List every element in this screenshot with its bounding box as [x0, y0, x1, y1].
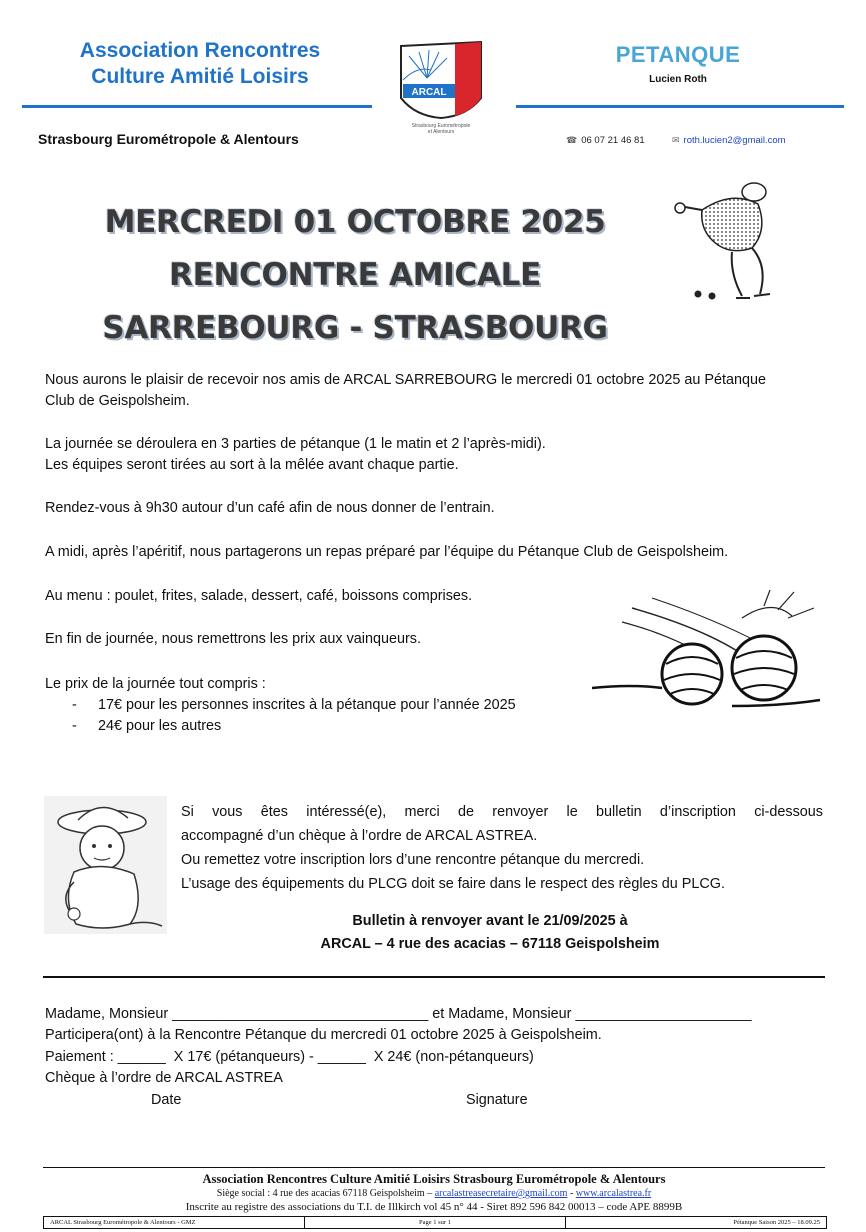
page-title [40, 196, 670, 355]
interest-line2: accompagné d’un chèque à l’ordre de ARCAL ASTREA. [181, 828, 538, 844]
player-with-hat-illustration [44, 796, 167, 934]
schedule-paragraph [45, 434, 835, 476]
mail-icon: ✉ [672, 135, 680, 145]
header-rule-left [22, 105, 372, 108]
logo-text: ARCAL [411, 87, 447, 98]
footer-cell-right: Pétanque Saison 2025 – 18.09.25 [733, 1219, 820, 1226]
association-subtitle: Strasbourg Eurométropole & Alentours [38, 131, 299, 147]
bullet-dash: - [72, 718, 77, 734]
interest-line3: Ou remettez votre inscription lors d’une rencontre pétanque du mercredi. [181, 852, 645, 868]
logo-caption-2: et Alentours [427, 129, 455, 135]
association-title-line1: Association Rencontres [79, 39, 321, 62]
association-title [40, 38, 360, 90]
interest-line1: Si vous êtes intéressé(e), merci de renvoyer le bulletin d’inscription ci-dessous [181, 804, 823, 820]
header-rule-right [516, 105, 844, 108]
footer-table [43, 1216, 827, 1229]
form-participation-line: Participera(ont) à la Rencontre Pétanque du mercredi 01 octobre 2025 à Geispolsheim. [45, 1027, 602, 1043]
section-title: PETANQUE [615, 42, 741, 67]
price-item-2-text: 24€ pour les autres [98, 718, 222, 734]
form-payment-line[interactable]: Paiement : ______ X 17€ (pétanqueurs) - ______ X 24€ (non-pétanqueurs) [45, 1049, 534, 1065]
phone-icon: ☎ [566, 135, 578, 145]
phone-number: 06 07 21 46 81 [581, 135, 645, 146]
bullet-dash: - [72, 697, 77, 713]
registration-info [181, 800, 823, 896]
form-names-line[interactable]: Madame, Monsieur ________________________________ et Madame, Monsieur ______________________ [45, 1006, 752, 1022]
email-address[interactable]: roth.lucien2@gmail.com [683, 135, 786, 146]
form-separator [43, 976, 825, 978]
logo-caption [400, 123, 482, 135]
title-line3: SARREBOURG - STRASBOURG [102, 310, 608, 346]
paragraph-1a: Nous aurons le plaisir de recevoir nos amis de ARCAL SARREBOURG le mercredi 01 octobre 2025 au Pétanque [45, 372, 766, 388]
association-title-line2: Culture Amitié Loisirs [91, 65, 309, 88]
intro-paragraph [45, 370, 835, 412]
footer-email-link[interactable]: arcalastreasecretaire@gmail.com [434, 1188, 568, 1199]
paragraph-7: Le prix de la journée tout compris : [45, 676, 266, 692]
footer-address [43, 1188, 825, 1199]
footer-address-text: Siège social : 4 rue des acacias 67118 Geispolsheim – [216, 1188, 433, 1199]
footer-cell-left: ARCAL Strasbourg Eurométropole & Alentours - GMZ [44, 1217, 305, 1228]
date-label: Date [151, 1092, 182, 1108]
footer-association: Association Rencontres Culture Amitié Loisirs Strasbourg Eurométropole & Alentours [202, 1172, 666, 1186]
title-line1: MERCREDI 01 OCTOBRE 2025 [104, 204, 606, 240]
petanque-balls-illustration [592, 588, 822, 720]
email-contact[interactable] [672, 135, 786, 146]
footer-rule [43, 1167, 825, 1168]
interest-line4: L’usage des équipements du PLCG doit se faire dans le respect des règles du PLCG. [181, 876, 725, 892]
paragraph-6: En fin de journée, nous remettrons les prix aux vainqueurs. [45, 631, 421, 647]
price-item-1 [45, 695, 605, 716]
paragraph-5: Au menu : poulet, frites, salade, dessert, café, boissons comprises. [45, 588, 473, 604]
footer-cell-page: Page 1 sur 1 [305, 1217, 566, 1228]
signature-label: Signature [466, 1092, 528, 1108]
price-section [45, 674, 605, 737]
bulletin-line1: Bulletin à renvoyer avant le 21/09/2025 à [352, 913, 628, 929]
paragraph-1b: Club de Geispolsheim. [45, 393, 190, 409]
footer-registry: Inscrite au registre des associations du T.I. de Illkirch vol 45 n° 44 - Siret 892 596 842 00013 – code APE 8899B [185, 1201, 683, 1213]
paragraph-4: A midi, après l’apéritif, nous partagerons un repas préparé par l’équipe du Pétanque Club de Geispolsheim. [45, 544, 729, 560]
title-line2: RENCONTRE AMICALE [169, 257, 541, 293]
petanque-player-illustration [672, 170, 790, 312]
price-item-1-text: 17€ pour les personnes inscrites à la pétanque pour l’année 2025 [98, 697, 516, 713]
footer-separator: - [569, 1188, 574, 1199]
arcal-logo [397, 40, 485, 120]
bulletin-address [200, 910, 780, 956]
form-cheque-line: Chèque à l’ordre de ARCAL ASTREA [45, 1070, 283, 1086]
logo-caption-1: Strasbourg Eurométropole [411, 123, 471, 129]
footer-website-link[interactable]: www.arcalastrea.fr [575, 1188, 652, 1199]
bulletin-line2: ARCAL – 4 rue des acacias – 67118 Geispolsheim [320, 936, 660, 952]
contact-name: Lucien Roth [649, 74, 707, 85]
price-item-2 [45, 716, 605, 737]
phone-contact [566, 135, 645, 146]
paragraph-2b: Les équipes seront tirées au sort à la mêlée avant chaque partie. [45, 457, 459, 473]
paragraph-2a: La journée se déroulera en 3 parties de pétanque (1 le matin et 2 l’après-midi). [45, 436, 546, 452]
paragraph-3: Rendez-vous à 9h30 autour d’un café afin de nous donner de l’entrain. [45, 500, 495, 516]
